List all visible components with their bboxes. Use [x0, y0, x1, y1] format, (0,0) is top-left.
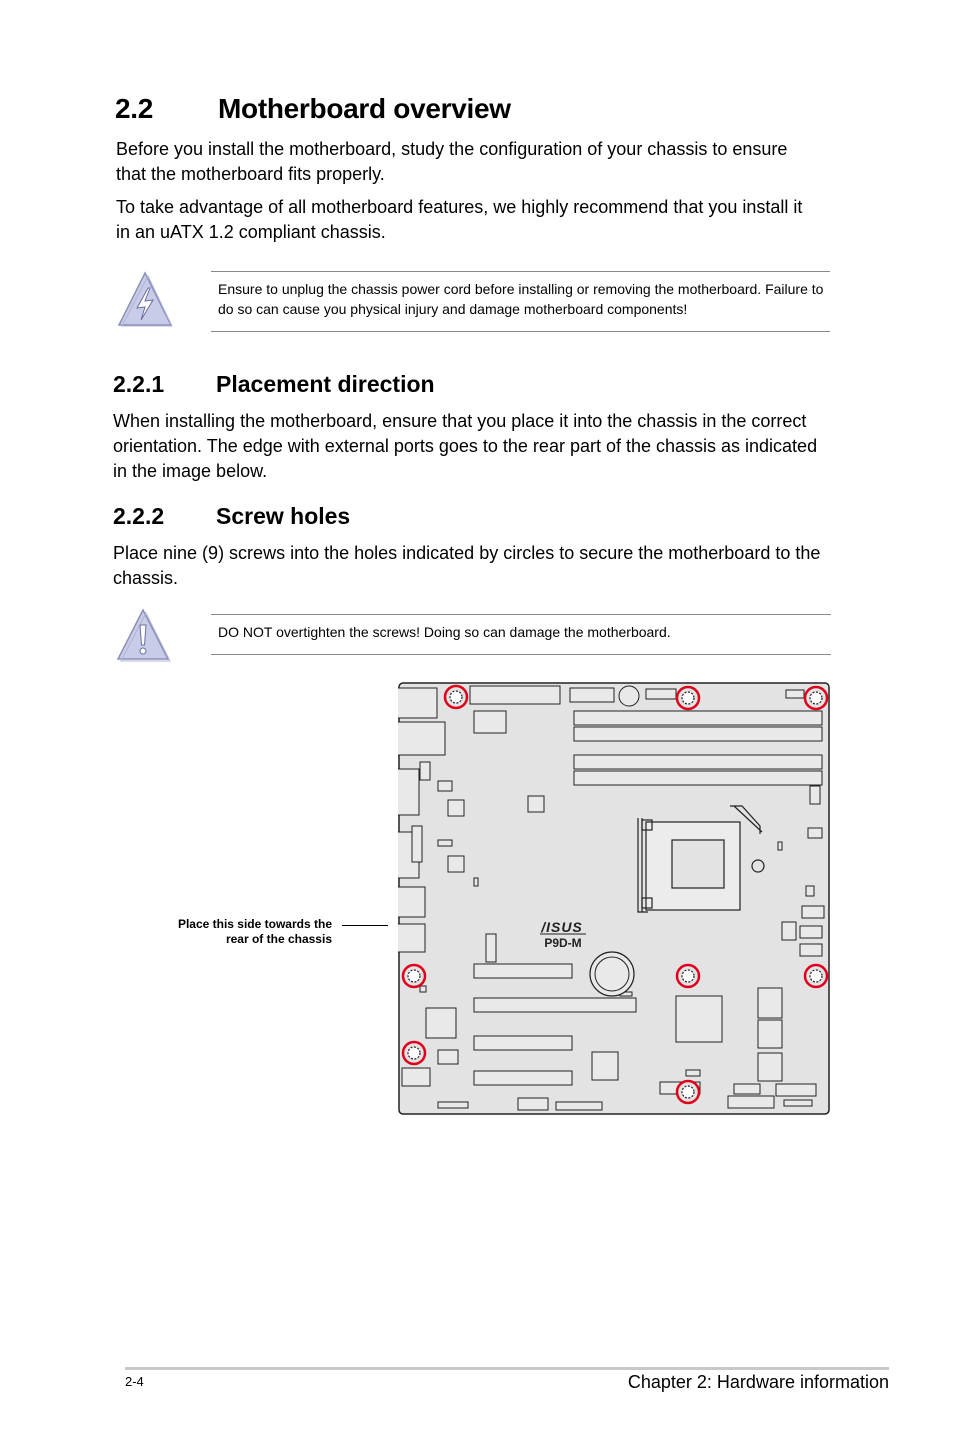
caution-note-text: DO NOT overtighten the screws! Doing so can damage the motherboard.: [218, 624, 671, 640]
subsection-screws-number: 2.2.2: [113, 503, 165, 529]
section-title: Motherboard overview: [218, 93, 511, 124]
screw-hole: [408, 970, 420, 982]
screw-hole: [810, 692, 822, 704]
screw-hole: [810, 970, 822, 982]
screw-hole: [682, 692, 694, 704]
warning-note-top-rule: [211, 271, 830, 272]
rear-side-label: Place this side towards the rear of the chassis: [177, 917, 332, 946]
screw-hole: [682, 1086, 694, 1098]
footer-rule: [125, 1367, 889, 1370]
intro-paragraph-2: To take advantage of all motherboard features, we highly recommend that you install it in an uATX 1.2 compliant chassis.: [116, 197, 803, 242]
footer-chapter-title: Chapter 2: Hardware information: [627, 1372, 889, 1392]
screws-paragraph: Place nine (9) screws into the holes indicated by circles to secure the motherboard to the chassis.: [113, 543, 821, 588]
caution-note-top-rule: [211, 614, 831, 615]
subsection-screws-title: Screw holes: [216, 503, 351, 529]
screw-hole: [450, 691, 462, 703]
section-number: 2.2: [115, 93, 154, 124]
board-brand: /ISUS: [541, 919, 583, 935]
motherboard-diagram: [398, 682, 830, 1115]
electric-warning-icon: [117, 270, 173, 333]
screw-hole: [408, 1047, 420, 1059]
placement-paragraph: When installing the motherboard, ensure that you place it into the chassis in the correct orientation. The edge with external ports goes to the rear part of the chassis as indicated in the image below.: [113, 411, 818, 481]
rear-label-leader-line: [342, 925, 388, 926]
caution-note-bottom-rule: [211, 654, 831, 655]
subsection-placement-title: Placement direction: [216, 371, 435, 397]
intro-paragraph-1: Before you install the motherboard, study the configuration of your chassis to ensure that the motherboard fits properly.: [116, 139, 788, 184]
section-heading: [115, 93, 511, 125]
board-model: P9D-M: [544, 936, 582, 950]
footer-page-number: 2-4: [125, 1374, 144, 1389]
subsection-placement-heading: [113, 371, 435, 398]
warning-note-bottom-rule: [211, 331, 830, 332]
subsection-screws-heading: [113, 503, 350, 530]
caution-exclamation-icon: [115, 607, 171, 668]
subsection-placement-number: 2.2.1: [113, 371, 165, 397]
screw-hole: [682, 970, 694, 982]
warning-note-text: Ensure to unplug the chassis power cord before installing or removing the motherboard. Failure to do so can cause you physical injury and damage motherboard components!: [218, 281, 824, 317]
